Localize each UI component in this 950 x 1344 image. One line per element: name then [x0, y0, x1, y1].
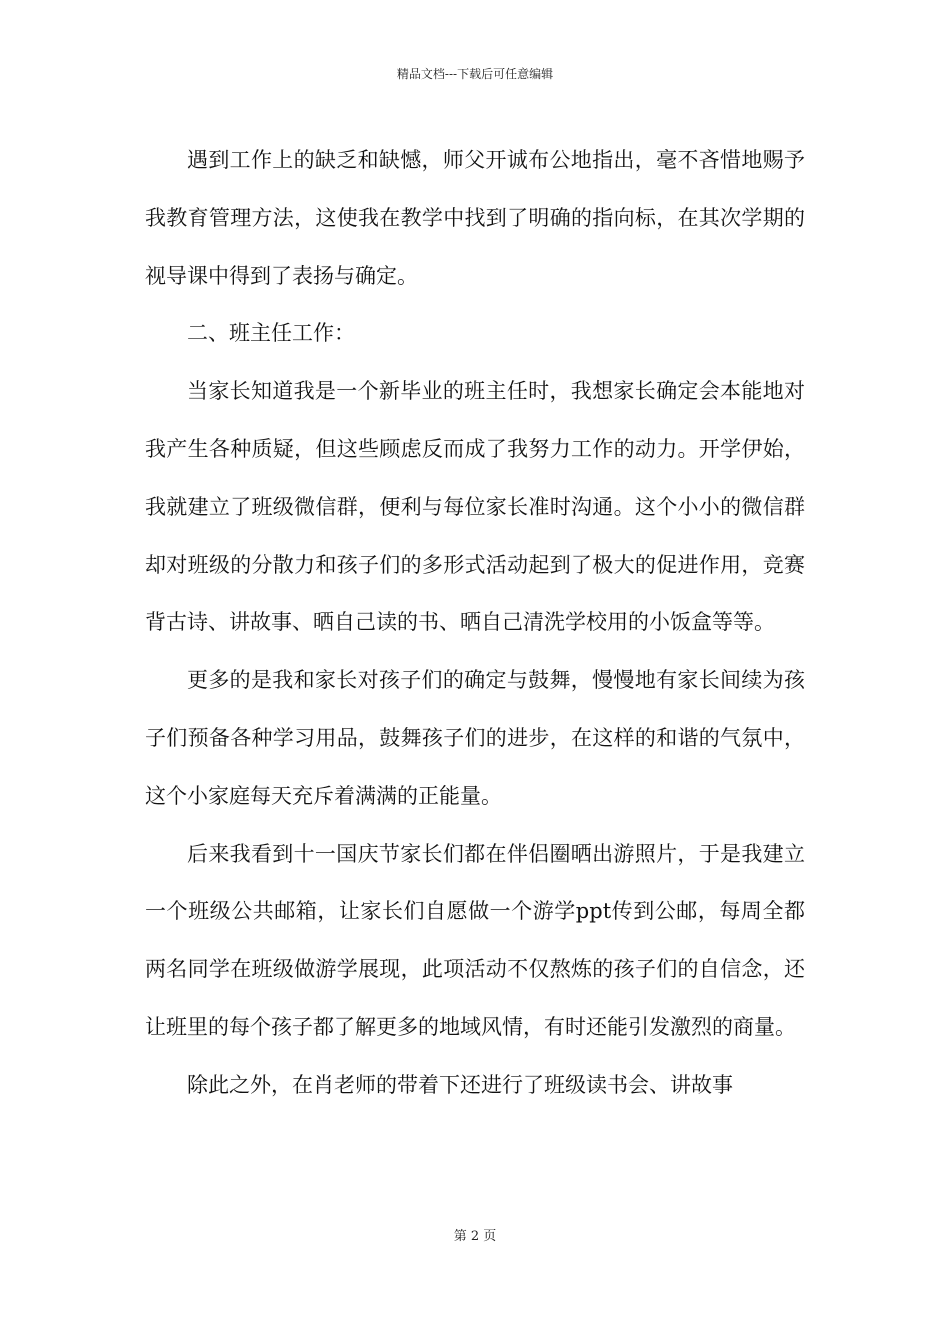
- paragraph-3: 更多的是我和家长对孩子们的确定与鼓舞，慢慢地有家长间续为孩子们预备各种学习用品，鼓舞孩子们的进步，在这样的和谐的气氛中，这个小家庭每天充斥着满满的正能量。: [145, 668, 805, 808]
- page-number: 第 2 页: [453, 1229, 497, 1244]
- paragraph-2: 当家长知道我是一个新毕业的班主任时，我想家长确定会本能地对我产生各种质疑，但这些顾虑反而成了我努力工作的动力。开学伊始，我就建立了班级微信群，便利与每位家长准时沟通。这个小小的微信群却对班级的分散力和孩子们的多形式活动起到了极大的促进作用，竞赛背古诗、讲故事、晒自己读的书、晒自己清洗学校用的小饭盒等等。: [145, 379, 805, 635]
- paragraph-4: 后来我看到十一国庆节家长们都在伴侣圈晒出游照片，于是我建立一个班级公共邮箱，让家长们自愿做一个游学ppt传到公邮，每周全都两名同学在班级做游学展现，此项活动不仅熬炼的孩子们的自信念，还让班里的每个孩子都了解更多的地域风情，有时还能引发激烈的商量。: [145, 841, 805, 1039]
- paragraph-5: 除此之外，在肖老师的带着下还进行了班级读书会、讲故事: [187, 1072, 733, 1097]
- page-header: 精品文档---下载后可任意编辑: [396, 67, 554, 81]
- paragraph-1: 遇到工作上的缺乏和缺憾，师父开诚布公地指出，毫不吝惜地赐予我教育管理方法，这使我在教学中找到了明确的指向标，在其次学期的视导课中得到了表扬与确定。: [145, 148, 805, 288]
- section-heading: 二、班主任工作：: [187, 321, 355, 346]
- document-body: [145, 132, 805, 1115]
